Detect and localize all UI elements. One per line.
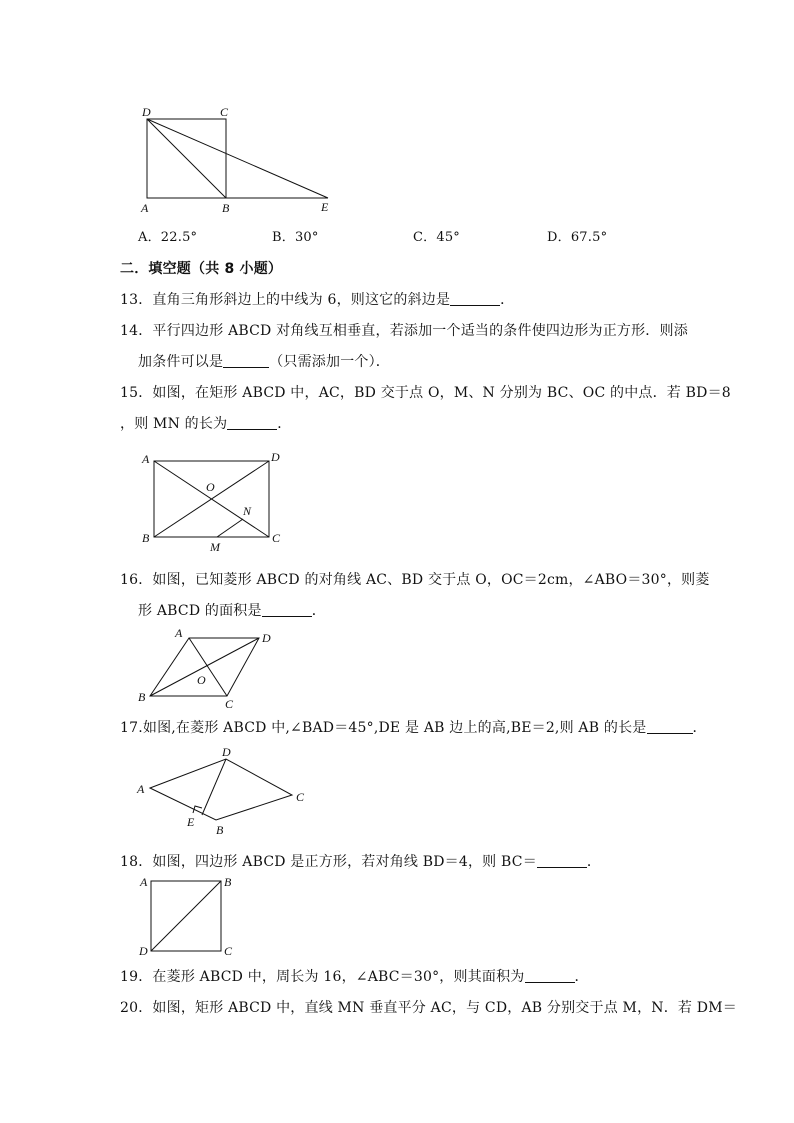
label-a: A [141, 201, 149, 215]
diagonal-bd [151, 881, 221, 951]
q13-end: ． [500, 292, 515, 308]
q17-answer-blank[interactable] [647, 719, 693, 734]
label-b: B [138, 690, 146, 704]
right-angle-mark [193, 806, 202, 813]
figure-q18 [130, 868, 245, 963]
figure-q12 [135, 100, 350, 220]
section-title: 二．填空题（共 8 小题） [120, 261, 283, 277]
question-20: 20．如图，矩形 ABCD 中，直线 MN 垂直平分 AC，与 CD，AB 分别交于点 M，N．若 DM＝ [120, 1000, 737, 1016]
label-o: O [197, 673, 206, 687]
q16-answer-blank[interactable] [262, 602, 312, 617]
q13-text: 13．直角三角形斜边上的中线为 6，则这它的斜边是 [120, 292, 451, 308]
q15-answer-blank[interactable] [227, 415, 277, 430]
q16-text-b: ． [311, 603, 326, 619]
label-c: C [220, 105, 229, 119]
label-d: D [222, 745, 231, 759]
q17-end: ． [692, 720, 707, 736]
q19-end: ． [574, 969, 589, 985]
question-13 [120, 290, 514, 310]
q14-text-a: 加条件可以是 [138, 354, 224, 370]
label-b: B [224, 875, 232, 889]
label-d: D [142, 105, 151, 119]
height-de [202, 759, 226, 815]
rhombus-abcd [150, 759, 292, 820]
label-d: D [139, 944, 148, 958]
segment-mn [217, 519, 243, 537]
q15-text-a: ，则 MN 的长为 [120, 416, 228, 432]
diagonal-db [147, 119, 226, 198]
label-n: N [243, 504, 252, 518]
line-de [147, 119, 328, 198]
q14-text-b: （只需添加一个）． [269, 354, 391, 370]
q12-option-c[interactable]: C．45° [413, 230, 460, 245]
q18-answer-blank[interactable] [537, 853, 587, 868]
q12-option-b[interactable]: B．30° [272, 230, 319, 245]
question-16-line2 [138, 601, 326, 621]
label-a: A [142, 452, 150, 466]
question-14-line1: 14．平行四边形 ABCD 对角线互相垂直，若添加一个适当的条件使四边形为正方形．则添 [120, 323, 688, 339]
q14-answer-blank[interactable] [223, 353, 269, 368]
diagonal-ac [189, 638, 227, 696]
label-d: D [271, 450, 280, 464]
figure-q15 [135, 445, 295, 560]
question-16-line1: 16．如图，已知菱形 ABCD 的对角线 AC、BD 交于点 O，OC＝2cm，∠ABO＝30°，则菱 [120, 572, 710, 588]
label-b: B [216, 823, 224, 837]
label-m: M [210, 540, 220, 554]
question-15-line1: 15．如图，在矩形 ABCD 中，AC，BD 交于点 O，M、N 分别为 BC、OC 的中点．若 BD＝8 [120, 385, 731, 401]
q18-text: 18．如图，四边形 ABCD 是正方形，若对角线 BD＝4，则 BC＝ [120, 854, 537, 870]
q16-text-a: 形 ABCD 的面积是 [138, 603, 262, 619]
question-14-line2 [138, 352, 390, 372]
question-17 [120, 718, 707, 738]
q12-option-d[interactable]: D．67.5° [547, 230, 608, 245]
label-a: A [140, 875, 148, 889]
q17-text: 17.如图,在菱形 ABCD 中,∠BAD＝45°,DE 是 AB 边上的高,BE＝2,则 AB 的长是 [120, 720, 647, 736]
label-c: C [224, 944, 233, 958]
q19-answer-blank[interactable] [525, 968, 575, 983]
label-c: C [272, 531, 281, 545]
label-c: C [296, 790, 305, 804]
label-e: E [321, 200, 329, 214]
label-c: C [225, 697, 234, 711]
q19-text: 19．在菱形 ABCD 中，周长为 16，∠ABC＝30°，则其面积为 [120, 969, 525, 985]
q13-answer-blank[interactable] [450, 291, 500, 306]
label-d: D [262, 631, 271, 645]
label-b: B [142, 531, 150, 545]
figure-q17 [130, 742, 315, 840]
q15-text-b: ． [277, 416, 292, 432]
q18-end: ． [586, 854, 602, 870]
label-e: E [187, 815, 195, 829]
q12-option-a[interactable]: A．22.5° [138, 230, 198, 245]
label-a: A [175, 626, 183, 640]
label-o: O [206, 480, 215, 494]
label-a: A [137, 782, 145, 796]
label-b: B [222, 201, 230, 215]
figure-q16 [130, 625, 285, 713]
question-15-line2 [120, 414, 292, 434]
question-19 [120, 967, 589, 987]
